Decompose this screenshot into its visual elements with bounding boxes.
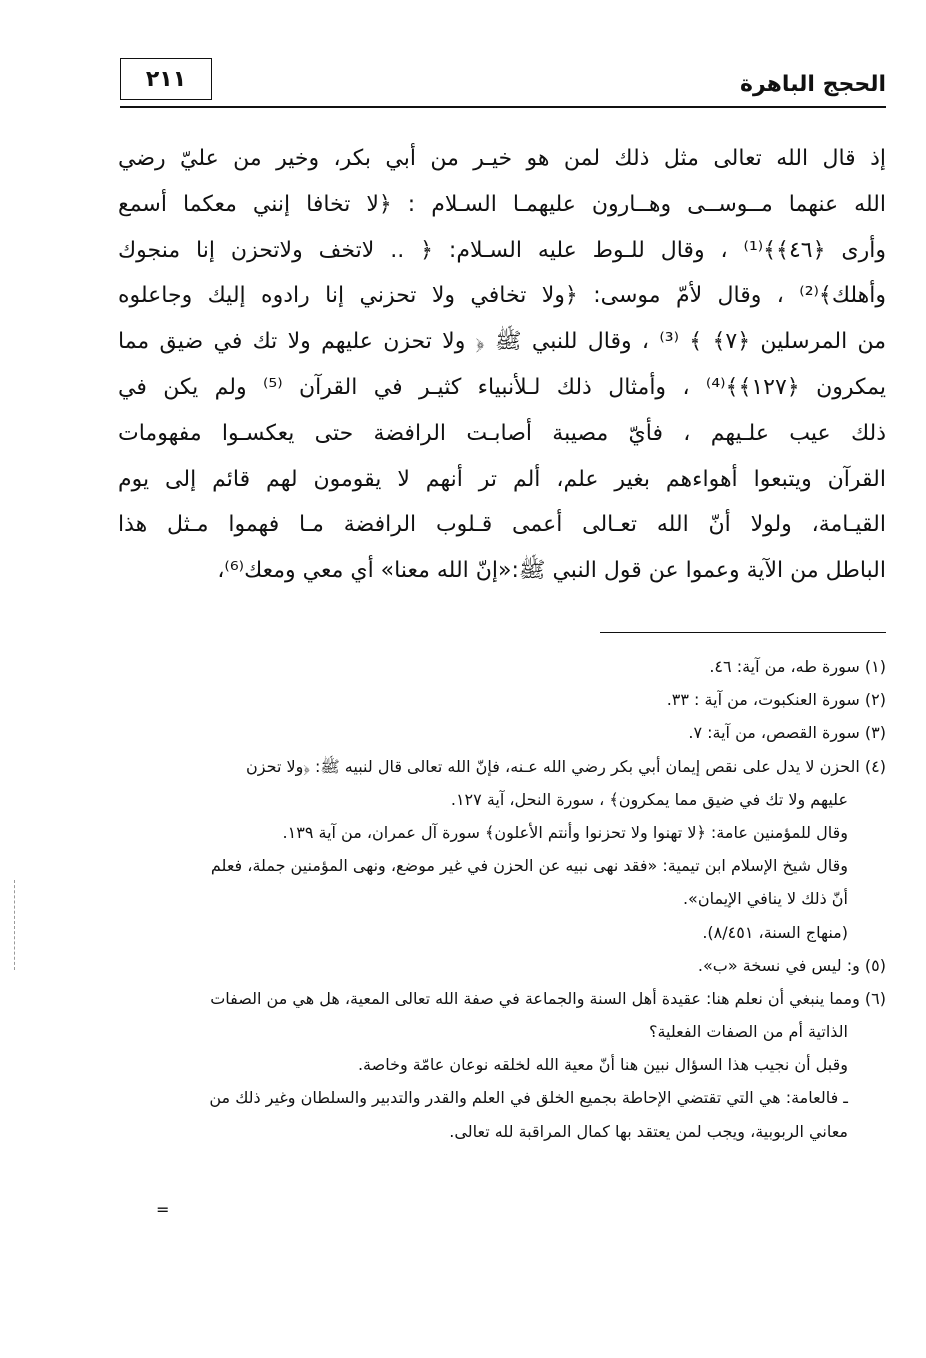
main-text-line: القرآن ويتبعوا أهواءهم بغير علم، ألم تر أنهم لا يقومون لهم قائم إلى يوم — [118, 466, 886, 492]
footnote-line: الذاتية أم من الصفات الفعلية؟ — [648, 1022, 848, 1042]
main-text-line: الله عنهما مــوســى وهــارون عليهمـا السـلام : ﴿لا تخافا إنني معكما أسمع — [118, 191, 886, 217]
footnote-line: وقال للمؤمنين عامة: ﴿لا تهنوا ولا تحزنوا وأنتم الأعلون﴾ سورة آل عمران، من آية ١٣٩. — [282, 822, 848, 842]
footnote-line: (٥) و: ليس في نسخة «ب». — [697, 955, 886, 975]
footnote-line: عليهم ولا تك في ضيق مما يمكرون﴾ ، سورة النحل، آية ١٢٧. — [450, 789, 848, 809]
main-text — [118, 136, 886, 594]
footnote-line: ـ فالعامة: هي التي تقتضي الإحاطة بجميع الخلق في العلم والقدر والتدبير والسلطان وغير ذلك من — [209, 1088, 848, 1108]
main-text-line: القيـامة، ولولا أنّ الله تعـالى أعمى قـلوب الرافضة مـا فهموا مـثل هذا — [118, 512, 886, 538]
footnote-line: أنّ ذلك لا ينافي الإيمان». — [682, 889, 848, 909]
footnote-line: (١) سورة طه، من آية: ٤٦. — [709, 657, 886, 676]
footnote-line: (٤) الحزن لا يدل على نقص إيمان أبي بكر رضي الله عـنه، فإنّ الله تعالى قال لنبيه ﷺ: ﴿ولا تحزن — [246, 756, 886, 776]
main-text-line: يمكرون ﴿١٢٧﴾﴾⁽⁴⁾ ، وأمثال ذلك لـلأنبياء كثيـر في القرآن ⁽⁵⁾ ولم يكن في — [118, 374, 886, 400]
main-text-line: الباطل من الآية وعموا عن قول النبي ﷺ:«إنّ الله معنا» أي معي ومعك⁽⁶⁾، — [217, 558, 886, 584]
page-number: ٢١١ — [120, 58, 212, 100]
footnote-line: (٣) سورة القصص، من آية: ٧. — [688, 723, 886, 743]
page-header — [120, 58, 886, 108]
scan-artifact — [14, 880, 15, 970]
main-text-line: وأهلك﴾⁽²⁾ ، وقال لأمّ موسى: ﴿ولا تخافي ولا تحزني إنا رادوه إليك وجاعلوه — [118, 283, 886, 309]
book-title: الحجج الباهرة — [740, 72, 886, 97]
footnote-line: معاني الربوبية، ويجب لمن يعتقد بها كمال المراقبة لله تعالى. — [449, 1121, 848, 1141]
main-text-line: إذ قال الله تعالى مثل ذلك لمن هو خيـر من أبي بكر، وخير من عليّ رضي — [118, 146, 886, 171]
footnote-separator — [600, 632, 886, 633]
footnotes — [120, 650, 886, 1148]
footnote-line: (منهاج السنة، ٨/٤٥١). — [702, 922, 848, 942]
main-text-line: ذلك عيب علـيهم ، فأيّ مصيبة أصابـت الرافضة حتى يعكسـوا مفهومات — [118, 420, 886, 446]
footnote-line: (٦) ومما ينبغي أن نعلم هنا: عقيدة أهل السنة والجماعة في صفة الله تعالى المعية، هل هي من الصفات — [210, 988, 886, 1008]
footnote-line: وقبل أن نجيب هذا السؤال نبين هنا أنّ معية الله لخلقه نوعان عامّة وخاصة. — [357, 1055, 848, 1075]
footnote-line: (٢) سورة العنكبوت، من آية : ٣٣. — [666, 690, 886, 710]
header-rule — [120, 106, 886, 108]
footnote-line: وقال شيخ الإسلام ابن تيمية: «فقد نهى نبيه عن الحزن في غير موضع، ونهى المؤمنين جملة، فعلم — [210, 856, 848, 876]
main-text-line: وأرى ﴿٤٦﴾﴾⁽¹⁾ ، وقال للـوط عليه السـلام: ﴿ .. لاتخف ولاتحزن إنا منجوك — [118, 237, 886, 263]
stray-mark: = — [156, 1200, 170, 1219]
main-text-line: من المرسلين ﴿٧﴾ ﴾ ⁽³⁾ ، وقال للنبي ﷺ ﴿ ولا تحزن عليهم ولا تك في ضيق مما — [118, 329, 886, 355]
